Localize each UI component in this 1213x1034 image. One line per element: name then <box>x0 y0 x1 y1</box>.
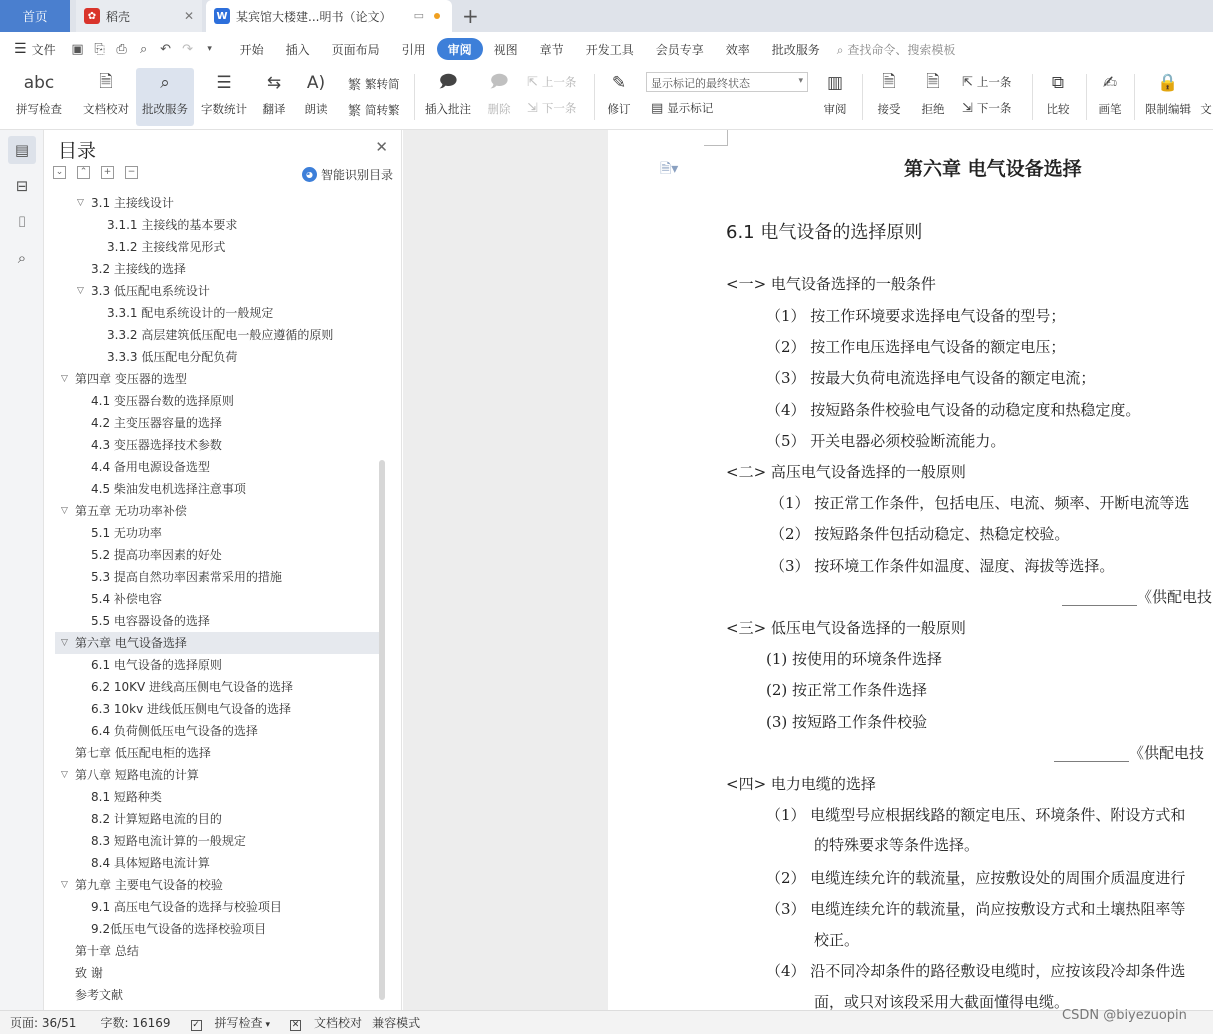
compare-button[interactable] <box>1038 68 1078 126</box>
prev-comment-button[interactable] <box>527 74 576 90</box>
hamburger-icon: ☰ <box>14 41 27 57</box>
compare-icon: ⧉ <box>1051 73 1065 93</box>
toc-item-label: 9.2低压电气设备的选择校验项目 <box>91 922 267 936</box>
toc-item-label: 第十章 总结 <box>75 944 139 958</box>
tab-daoke[interactable] <box>76 0 202 32</box>
track-changes-label: 修订 <box>607 102 631 116</box>
word-count-button[interactable] <box>198 68 250 126</box>
file-menu[interactable] <box>0 38 67 60</box>
toc-title: 目录 <box>58 140 97 162</box>
toc-item-label: 4.2 主变压器容量的选择 <box>91 416 222 430</box>
pen-label: 画笔 <box>1098 102 1122 116</box>
status-bar <box>0 1010 1213 1034</box>
prev-icon: ⇱ <box>527 74 538 90</box>
document-line: __________《供配电技 <box>1062 588 1213 606</box>
menu-item-6[interactable]: 章节 <box>539 42 564 57</box>
display-mode-select[interactable] <box>646 72 808 92</box>
trad-simp-icon: 繁 <box>348 78 362 93</box>
toc-item-label: 4.1 变压器台数的选择原则 <box>91 394 234 408</box>
toc-item-label: 8.4 具体短路电流计算 <box>91 856 210 870</box>
toc-item[interactable] <box>55 654 380 676</box>
insert-comment-button[interactable] <box>420 68 476 126</box>
toc-item[interactable] <box>55 918 380 940</box>
toc-item-label: 6.4 负荷侧低压电气设备的选择 <box>91 724 258 738</box>
toc-item-label: 3.3.2 高层建筑低压配电一般应遵循的原则 <box>107 328 334 342</box>
review-ribbon <box>0 66 1213 130</box>
delete-comment-button[interactable] <box>480 68 518 126</box>
restrict-edit-button[interactable] <box>1140 68 1196 126</box>
expand-arrow-icon[interactable]: ▽ <box>61 638 68 648</box>
display-mode-value: 显示标记的最终状态 <box>651 77 750 90</box>
toc-item[interactable] <box>55 544 380 566</box>
read-aloud-icon: A) <box>306 73 326 93</box>
next-change-icon: ⇲ <box>962 100 973 116</box>
menu-bar <box>0 32 1213 66</box>
toc-item[interactable] <box>55 236 380 258</box>
toc-item-label: 第五章 无功功率补偿 <box>75 504 187 518</box>
accept-label: 接受 <box>877 102 901 116</box>
toc-panel-icon[interactable]: ▤ <box>8 136 36 164</box>
toc-panel <box>45 130 402 1010</box>
translate-button[interactable] <box>254 68 294 126</box>
menu-item-10[interactable]: 批改服务 <box>771 42 820 57</box>
document-line: （5） 开关电器必须校验断流能力。 <box>766 432 1006 450</box>
toc-item[interactable] <box>55 412 380 434</box>
doc-check-status-icon: ✕ <box>291 1020 300 1030</box>
expand-arrow-icon[interactable]: ▽ <box>61 374 68 384</box>
delete-comment-icon: 🗩 <box>489 71 509 92</box>
document-line: （2） 电缆连续允许的载流量，应按敷设处的周围介质温度进行 <box>766 869 1186 887</box>
toc-item[interactable] <box>55 192 380 214</box>
tab-home-label: 首页 <box>22 9 48 24</box>
toc-item-label: 3.3.3 低压配电分配负荷 <box>107 350 238 364</box>
document-line: 面，或只对该段采用大截面懂得电缆。 <box>814 993 1070 1010</box>
redo-icon[interactable]: ↷ <box>182 41 194 57</box>
word-count-label: 字数统计 <box>201 102 247 116</box>
menu-item-1[interactable]: 插入 <box>285 42 310 57</box>
document-line: （2） 按工作电压选择电气设备的额定电压； <box>766 338 1066 356</box>
toc-item-label: 致 谢 <box>75 966 103 980</box>
toc-item-label: 6.2 10KV 进线高压侧电气设备的选择 <box>91 680 294 694</box>
monitor-icon[interactable]: ▭ <box>413 9 424 22</box>
toc-item-label: 5.3 提高自然功率因素常采用的措施 <box>91 570 282 584</box>
toc-item[interactable] <box>55 830 380 852</box>
toc-item-label: 4.4 备用电源设备选型 <box>91 460 210 474</box>
new-tab-plus-icon[interactable]: + <box>462 4 479 28</box>
toc-item[interactable] <box>55 434 380 456</box>
search-box[interactable] <box>837 41 956 58</box>
tab-document-label: 某宾馆大楼建...明书（论文） <box>236 9 392 24</box>
menu-items <box>229 38 831 60</box>
document-line: （3） 按最大负荷电流选择电气设备的额定电流； <box>766 369 1096 387</box>
toc-item[interactable] <box>55 324 380 346</box>
paragraph-menu-icon[interactable]: 🗎▾ <box>660 161 679 177</box>
spell-check-label: 拼写检查 <box>16 102 62 116</box>
toc-item[interactable] <box>55 764 380 786</box>
document-line: <四> 电力电缆的选择 <box>726 775 876 793</box>
toc-item-label: 3.1.1 主接线的基本要求 <box>107 218 238 232</box>
chapter-nav-icon[interactable]: ⊟ <box>15 177 29 195</box>
chapter-title: 第六章 电气设备选择 <box>904 158 1082 180</box>
expand-up-icon[interactable]: ⌃ <box>77 166 90 179</box>
export-pdf-icon[interactable]: ⎘ <box>94 41 105 57</box>
file-menu-label: 文件 <box>31 42 56 57</box>
print-icon[interactable]: ⎙ <box>116 41 127 57</box>
toc-item-label: 第八章 短路电流的计算 <box>75 768 199 782</box>
document-line: (1) 按使用的环境条件选择 <box>766 650 943 668</box>
toc-item-label: 9.1 高压电气设备的选择与校验项目 <box>91 900 282 914</box>
toc-item-label: 第九章 主要电气设备的校验 <box>75 878 223 892</box>
ribbon-divider <box>1086 74 1087 120</box>
simp-to-trad-button[interactable] <box>348 100 400 119</box>
track-changes-button[interactable] <box>600 68 638 126</box>
toc-item-label: 第六章 电气设备选择 <box>75 636 187 650</box>
document-line: （3） 电缆连续允许的载流量，尚应按敷设方式和土壤热阻率等 <box>766 900 1186 918</box>
restrict-edit-label: 限制编辑 <box>1145 102 1191 116</box>
show-markup-button[interactable] <box>651 100 713 116</box>
toc-item-label: 5.2 提高功率因素的好处 <box>91 548 222 562</box>
next-comment-label: 下一条 <box>541 101 577 115</box>
toc-item[interactable] <box>55 346 380 368</box>
read-aloud-button[interactable] <box>298 68 334 126</box>
reject-button[interactable] <box>914 68 952 126</box>
search-placeholder: 查找命令、搜索模板 <box>847 42 956 57</box>
search-icon: ⌕ <box>836 42 844 57</box>
document-line: __________《供配电技 <box>1054 744 1205 762</box>
toc-item[interactable] <box>55 280 380 302</box>
prev-comment-label: 上一条 <box>541 75 577 89</box>
toc-item-label: 3.1 主接线设计 <box>91 196 174 210</box>
reject-label: 拒绝 <box>921 102 945 116</box>
toc-item[interactable] <box>55 588 380 610</box>
smart-toc-label: 智能识别目录 <box>320 168 393 182</box>
document-line: （1） 电缆型号应根据线路的额定电压、环境条件、附设方式和 <box>766 806 1186 824</box>
spell-check-icon: abc <box>23 73 55 93</box>
smart-toc-button[interactable] <box>302 166 393 183</box>
document-line: (2) 按正常工作条件选择 <box>766 681 928 699</box>
pen-icon: ✍ <box>1102 73 1118 93</box>
ribbon-divider <box>862 74 863 120</box>
tab-document[interactable] <box>206 0 452 32</box>
spell-check-status-label: 拼写检查 <box>214 1016 263 1030</box>
tab-home[interactable] <box>0 0 70 32</box>
toc-item[interactable] <box>55 478 380 500</box>
accept-button[interactable] <box>870 68 908 126</box>
expand-arrow-icon[interactable]: ▽ <box>77 286 84 296</box>
tab-daoke-label: 稻壳 <box>106 9 131 24</box>
toc-item[interactable] <box>55 874 380 896</box>
toc-item-label: 5.5 电容器设备的选择 <box>91 614 210 628</box>
toc-item[interactable] <box>55 258 380 280</box>
chevron-down-icon[interactable]: ▾ <box>207 44 212 54</box>
toc-item-label: 3.2 主接线的选择 <box>91 262 186 276</box>
ribbon-divider <box>1032 74 1033 120</box>
spell-check-status[interactable] <box>181 1014 271 1031</box>
document-line: <二> 高压电气设备选择的一般原则 <box>726 463 966 481</box>
expand-arrow-icon[interactable]: ▽ <box>61 770 68 780</box>
document-background <box>403 130 608 1010</box>
insert-comment-label: 插入批注 <box>425 102 471 116</box>
toc-item-label: 第四章 变压器的选型 <box>75 372 187 386</box>
toc-item[interactable] <box>55 896 380 918</box>
toc-item-label: 8.3 短路电流计算的一般规定 <box>91 834 246 848</box>
correction-service-button[interactable] <box>136 68 194 126</box>
document-partial-label: 文 <box>1200 102 1212 116</box>
menu-item-7[interactable]: 开发工具 <box>585 42 634 57</box>
document-line: <一> 电气设备选择的一般条件 <box>726 275 936 293</box>
document-page <box>608 130 1213 1010</box>
toc-item-label: 6.1 电气设备的选择原则 <box>91 658 222 672</box>
chevron-down-icon: ▾ <box>798 76 803 86</box>
toc-item-label: 第七章 低压配电柜的选择 <box>75 746 211 760</box>
toc-scrollbar[interactable] <box>379 460 385 1000</box>
read-aloud-label: 朗读 <box>304 102 328 116</box>
track-changes-icon: ✎ <box>611 73 627 93</box>
reject-icon: 🗎 <box>926 71 940 92</box>
lock-icon: 🔒 <box>1157 73 1179 93</box>
toc-item[interactable] <box>55 808 380 830</box>
search-icon[interactable]: ⌕ <box>17 249 27 267</box>
expand-arrow-icon[interactable]: ▽ <box>61 880 68 890</box>
menu-item-5[interactable]: 视图 <box>493 42 518 57</box>
toc-item-label: 4.5 柴油发电机选择注意事项 <box>91 482 246 496</box>
toc-item-label: 5.1 无功功率 <box>91 526 162 540</box>
next-comment-button[interactable] <box>527 100 576 116</box>
next-change-button[interactable] <box>962 100 1011 116</box>
translate-label: 翻译 <box>262 102 286 116</box>
save-icon[interactable]: ▣ <box>71 41 84 57</box>
insert-comment-icon: 🗩 <box>438 71 458 92</box>
page-corner-mark <box>704 130 728 146</box>
menu-item-9[interactable]: 效率 <box>725 42 750 57</box>
compare-label: 比较 <box>1046 102 1070 116</box>
toc-item[interactable] <box>55 786 380 808</box>
review-pane-icon: ▥ <box>826 73 844 93</box>
toc-item[interactable] <box>55 390 380 412</box>
menu-item-8[interactable]: 会员专享 <box>655 42 704 57</box>
ribbon-divider <box>594 74 595 120</box>
translate-icon: ⇆ <box>266 73 282 93</box>
toc-item-label: 4.3 变压器选择技术参数 <box>91 438 222 452</box>
menu-item-3[interactable]: 引用 <box>401 42 426 57</box>
toc-item-label: 8.1 短路种类 <box>91 790 162 804</box>
doc-check-status[interactable] <box>280 1014 362 1031</box>
document-line: （2） 按短路条件包括动稳定、热稳定校验。 <box>770 525 1070 543</box>
toc-item[interactable] <box>55 610 380 632</box>
toc-item[interactable] <box>55 720 380 742</box>
toc-item[interactable] <box>55 940 380 962</box>
delete-comment-label: 删除 <box>487 102 511 116</box>
document-line: <三> 低压电气设备选择的一般原则 <box>726 619 966 637</box>
document-line: （1） 按正常工作条件，包括电压、电流、频率、开断电流等选 <box>770 494 1190 512</box>
review-pane-label: 审阅 <box>823 102 847 116</box>
ribbon-divider <box>414 74 415 120</box>
close-icon[interactable]: ✕ <box>183 9 194 23</box>
simp-to-trad-label: 简转繁 <box>365 102 400 117</box>
document-partial-button[interactable] <box>1199 68 1213 126</box>
toc-item-label: 8.2 计算短路电流的目的 <box>91 812 222 826</box>
collapse-all-icon[interactable]: ⌄ <box>53 166 66 179</box>
toc-item[interactable] <box>55 500 380 522</box>
review-pane-button[interactable] <box>816 68 854 126</box>
simp-trad-icon: 繁 <box>348 104 362 119</box>
toc-item-label: 3.3.1 配电系统设计的一般规定 <box>107 306 274 320</box>
remove-item-icon[interactable]: − <box>125 166 138 179</box>
word-doc-icon: W <box>214 8 230 24</box>
document-line: （3） 按环境工作条件如温度、湿度、海拔等选择。 <box>770 557 1115 575</box>
toc-item[interactable] <box>55 984 380 1006</box>
page-indicator[interactable]: 页面: 36/51 <box>10 1016 77 1030</box>
document-line: 的特殊要求等条件选择。 <box>814 836 980 854</box>
toc-item[interactable] <box>55 742 380 764</box>
menu-item-4[interactable]: 审阅 <box>437 38 483 60</box>
expand-arrow-icon[interactable]: ▽ <box>61 506 68 516</box>
toc-item[interactable] <box>55 676 380 698</box>
trad-to-simp-label: 繁转简 <box>365 76 400 91</box>
checkbox-checked-icon: ✓ <box>192 1020 200 1030</box>
navigation-rail <box>0 130 44 1010</box>
show-markup-icon: ▤ <box>651 100 664 116</box>
correction-service-icon: ⌕ <box>160 73 170 93</box>
word-count-icon: ☰ <box>216 73 232 93</box>
toc-item-label: 5.4 补偿电容 <box>91 592 162 606</box>
toc-item[interactable] <box>55 368 380 390</box>
toc-item-label: 参考文献 <box>75 988 124 1002</box>
next-icon: ⇲ <box>527 100 538 116</box>
watermark: CSDN @biyezuopin <box>1062 1008 1187 1023</box>
toc-item[interactable] <box>55 566 380 588</box>
ribbon-divider <box>1134 74 1135 120</box>
trad-to-simp-button[interactable] <box>348 74 400 93</box>
close-icon[interactable]: ✕ <box>375 138 388 156</box>
toc-item-label: 6.3 10kv 进线低压侧电气设备的选择 <box>91 702 292 716</box>
prev-change-button[interactable] <box>962 74 1011 90</box>
spell-check-button[interactable] <box>8 68 70 126</box>
toc-item[interactable] <box>55 456 380 478</box>
document-icon <box>1199 68 1213 98</box>
toc-item[interactable] <box>55 632 380 654</box>
add-item-icon[interactable]: + <box>101 166 114 179</box>
accept-icon: 🗎 <box>882 71 896 92</box>
toc-item-label: 3.3 低压配电系统设计 <box>91 284 210 298</box>
chevron-down-icon: ▾ <box>265 1020 271 1030</box>
document-line: （1） 按工作环境要求选择电气设备的型号； <box>766 307 1066 325</box>
doc-check-label: 文档校对 <box>83 102 129 116</box>
undo-icon[interactable]: ↶ <box>160 41 172 57</box>
smart-recognition-icon: ◕ <box>302 167 317 182</box>
tab-bar <box>0 0 1213 32</box>
document-line: (3) 按短路工作条件校验 <box>766 713 928 731</box>
correction-service-label: 批改服务 <box>142 102 188 116</box>
doc-check-icon: 🗎 <box>99 71 113 92</box>
doc-check-button[interactable] <box>78 68 134 126</box>
doc-check-status-label: 文档校对 <box>314 1016 363 1030</box>
section-title: 6.1 电气设备的选择原则 <box>726 222 923 243</box>
prev-change-icon: ⇱ <box>962 74 973 90</box>
print-preview-icon[interactable]: ⌕ <box>139 41 148 57</box>
document-line: 校正。 <box>814 931 860 949</box>
menu-item-2[interactable]: 页面布局 <box>331 42 380 57</box>
document-line: （4） 按短路条件校验电气设备的动稳定度和热稳定度。 <box>766 401 1141 419</box>
toc-item[interactable] <box>55 214 380 236</box>
pen-button[interactable] <box>1092 68 1128 126</box>
toc-list <box>55 192 380 1008</box>
daoke-logo-icon: ✿ <box>84 8 100 24</box>
toc-item[interactable] <box>55 522 380 544</box>
toc-item[interactable] <box>55 302 380 324</box>
prev-change-label: 上一条 <box>976 75 1012 89</box>
toc-item[interactable] <box>55 698 380 720</box>
bookmark-icon[interactable]: ⌷ <box>17 213 27 231</box>
show-markup-label: 显示标记 <box>667 101 714 115</box>
toc-item-label: 3.1.2 主接线常见形式 <box>107 240 226 254</box>
toc-item[interactable] <box>55 852 380 874</box>
unsaved-dot-icon <box>434 13 440 19</box>
menu-item-0[interactable]: 开始 <box>239 42 264 57</box>
document-line: （4） 沿不同冷却条件的路径敷设电缆时，应按该段冷却条件选 <box>766 962 1186 980</box>
next-change-label: 下一条 <box>976 101 1012 115</box>
toc-item[interactable] <box>55 962 380 984</box>
compat-mode-status: 兼容模式 <box>372 1016 421 1030</box>
word-count-indicator[interactable]: 字数: 16169 <box>100 1016 171 1030</box>
expand-arrow-icon[interactable]: ▽ <box>77 198 84 208</box>
